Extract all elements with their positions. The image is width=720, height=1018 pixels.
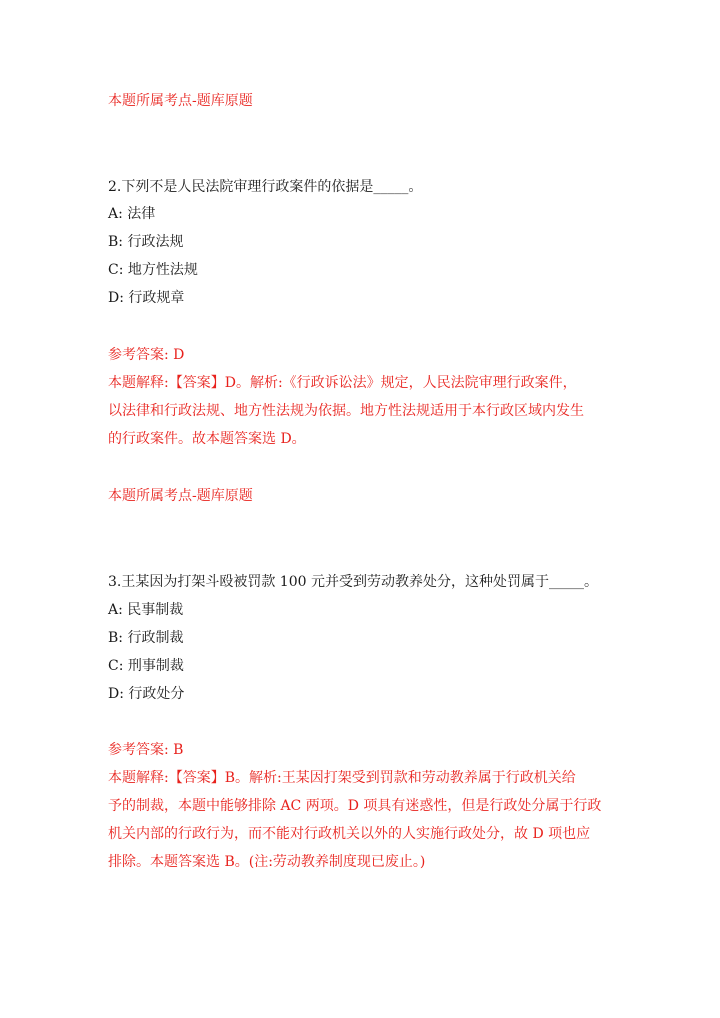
question-2-option-d: D: 行政规章 xyxy=(108,290,185,306)
question-3-answer: 参考答案: B xyxy=(108,742,184,758)
question-2-explanation-line-2: 以法律和行政法规、地方性法规为依据。地方性法规适用于本行政区域内发生 xyxy=(108,403,584,419)
question-3-stem: 3.王某因为打架斗殴被罚款 100 元并受到劳动教养处分，这种处罚属于_____。 xyxy=(108,574,598,590)
question-2-option-c: C: 地方性法规 xyxy=(108,262,198,278)
question-3-option-b: B: 行政制裁 xyxy=(108,630,184,646)
question-3-explanation-line-4: 排除。本题答案选 B。(注:劳动教养制度现已废止。) xyxy=(108,854,426,870)
question-2-stem: 2.下列不是人民法院审理行政案件的依据是_____。 xyxy=(108,179,423,195)
question-2-option-a: A: 法律 xyxy=(108,206,156,222)
question-3-explanation-line-1: 本题解释:【答案】B。解析:王某因打架受到罚款和劳动教养属于行政机关给 xyxy=(108,770,576,786)
question-3-explanation-line-3: 机关内部的行政行为，而不能对行政机关以外的人实施行政处分，故 D 项也应 xyxy=(108,826,591,842)
source-note-2: 本题所属考点-题库原题 xyxy=(108,488,253,504)
question-2-answer: 参考答案: D xyxy=(108,347,185,363)
question-3-explanation-line-2: 予的制裁，本题中能够排除 AC 两项。D 项具有迷惑性，但是行政处分属于行政 xyxy=(108,798,602,814)
question-3-option-d: D: 行政处分 xyxy=(108,686,185,702)
question-2-option-b: B: 行政法规 xyxy=(108,234,184,250)
question-3-option-a: A: 民事制裁 xyxy=(108,602,184,618)
question-2-explanation-line-1: 本题解释:【答案】D。解析:《行政诉讼法》规定，人民法院审理行政案件， xyxy=(108,375,577,391)
question-3-option-c: C: 刑事制裁 xyxy=(108,658,184,674)
question-2-explanation-line-3: 的行政案件。故本题答案选 D。 xyxy=(108,431,306,447)
source-note-1: 本题所属考点-题库原题 xyxy=(108,93,253,109)
